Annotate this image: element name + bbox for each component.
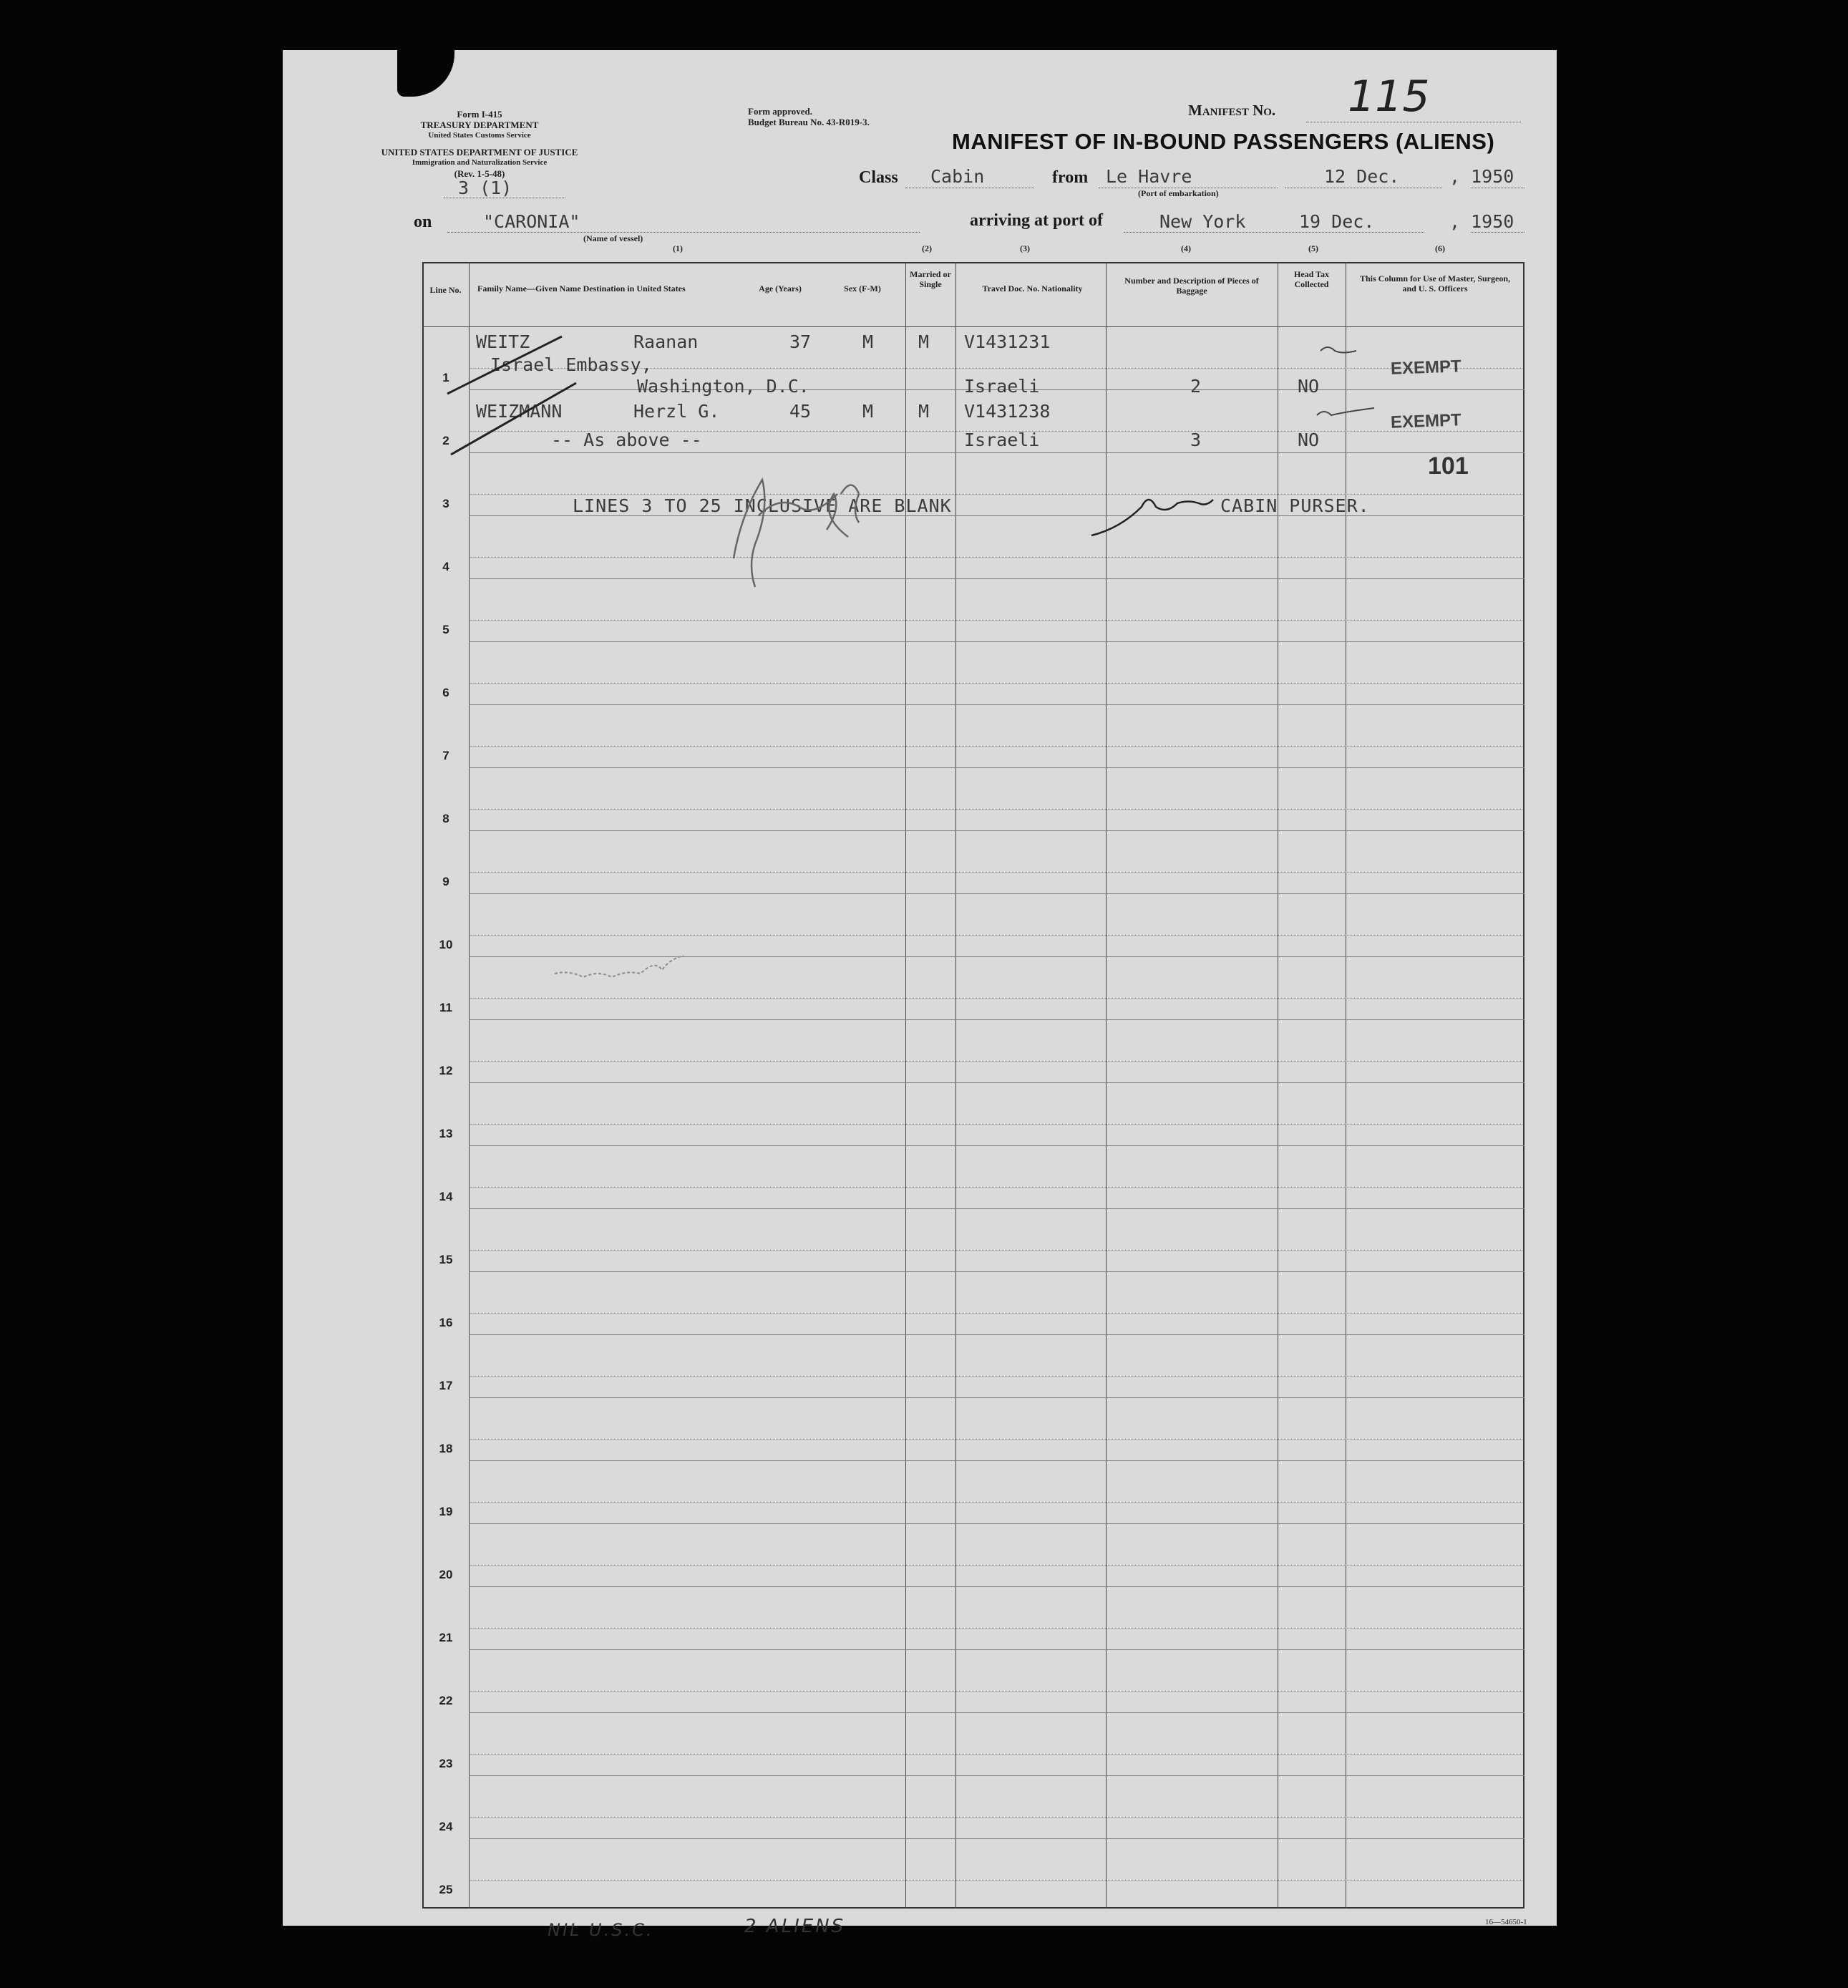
vessel-name: "CARONIA" (483, 211, 580, 232)
manifest-number-value: 115 (1348, 72, 1430, 122)
header-sex: Sex (F-M) (844, 283, 881, 294)
row-rule (469, 1397, 1524, 1398)
row-rule (469, 1775, 1524, 1776)
passenger-1-baggage: 2 (1190, 376, 1202, 397)
bottom-note-aliens: 2 ALIENS (744, 1916, 846, 1937)
pencil-scribble (548, 945, 734, 988)
row-rule (469, 1460, 1524, 1461)
line-number: 15 (439, 1253, 453, 1266)
row-rule (469, 704, 1524, 705)
row-guide (470, 494, 1522, 495)
row-guide (470, 1754, 1522, 1755)
row-guide (470, 1061, 1522, 1062)
passenger-1-given: Raanan (633, 331, 699, 352)
passenger-2-family: WEIZMANN (476, 401, 563, 422)
col-num-1: (1) (673, 243, 683, 253)
row-guide (470, 872, 1522, 873)
line-number: 13 (439, 1127, 453, 1140)
row-rule (469, 1523, 1524, 1524)
line-number: 1 (442, 371, 449, 384)
line-number: 3 (442, 497, 449, 510)
passenger-1-headtax: NO (1298, 376, 1320, 397)
line-number: 7 (442, 749, 449, 762)
row-guide (470, 746, 1522, 747)
line-number: 5 (442, 623, 449, 636)
line-number: 11 (439, 1001, 452, 1014)
page-title: MANIFEST OF IN-BOUND PASSENGERS (ALIENS) (952, 129, 1495, 154)
line-number: 14 (439, 1190, 453, 1203)
row-guide (470, 998, 1522, 999)
handwritten-signature (719, 451, 934, 623)
purser-label: CABIN PURSER. (1220, 495, 1370, 516)
class-value: Cabin (930, 166, 985, 187)
line-number: 18 (439, 1442, 453, 1455)
passenger-2-exempt-stamp: EXEMPT (1390, 410, 1462, 432)
passenger-1-doc: V1431231 (964, 331, 1051, 352)
budget-number: Budget Bureau No. 43-R019-3. (748, 117, 870, 127)
passenger-1-sex: M (862, 331, 874, 352)
line-number: 25 (439, 1883, 453, 1896)
row-guide (470, 557, 1522, 558)
form-approved: Form approved. (748, 106, 813, 117)
from-label: from (1052, 168, 1089, 187)
line-number: 2 (442, 434, 449, 447)
row-guide (470, 935, 1522, 936)
passenger-2-married: M (918, 401, 930, 422)
passenger-2-doc: V1431238 (964, 401, 1051, 422)
row-rule (469, 1649, 1524, 1650)
row-guide (470, 1376, 1522, 1377)
passenger-1-exempt-stamp: EXEMPT (1390, 357, 1462, 379)
header-head-tax: Head Tax Collected (1293, 269, 1330, 289)
row-rule (469, 452, 1524, 453)
row-guide (470, 620, 1522, 621)
col-num-5: (5) (1308, 243, 1318, 253)
row-rule (469, 1586, 1524, 1587)
col-num-3: (3) (1020, 243, 1030, 253)
line-number: 8 (442, 812, 449, 825)
row-guide (470, 1817, 1522, 1818)
row-rule (469, 893, 1524, 894)
sheet-reference: 3 (1) (458, 178, 512, 198)
passenger-1-dest1: Israel Embassy, (490, 354, 652, 375)
row-rule (469, 641, 1524, 642)
line-number: 24 (439, 1820, 453, 1833)
arriving-label: arriving at port of (970, 211, 1103, 230)
line-number: 16 (439, 1316, 453, 1329)
passenger-1-family: WEITZ (476, 331, 530, 352)
passenger-1-age: 37 (789, 331, 812, 352)
check-mark-lines (440, 329, 583, 458)
head-tax-ticks (1313, 336, 1428, 451)
class-label: Class (859, 168, 898, 187)
header-baggage: Number and Description of Pieces of Baggage (1124, 276, 1259, 296)
row-rule (469, 1334, 1524, 1335)
row-guide (470, 1187, 1522, 1188)
row-rule (469, 1145, 1524, 1146)
passenger-2-age: 45 (789, 401, 812, 422)
passenger-2-sex: M (862, 401, 874, 422)
footer-code: 16—54650-1 (1485, 1918, 1527, 1926)
row-rule (469, 1019, 1524, 1020)
stamp-number: 101 (1428, 452, 1469, 480)
line-number: 17 (439, 1379, 453, 1392)
torn-corner (397, 43, 454, 97)
bottom-note-usc: NIL U.S.C. (548, 1920, 654, 1940)
revision: (Rev. 1-5-48) (454, 168, 505, 179)
row-guide (470, 809, 1522, 810)
row-rule (469, 1208, 1524, 1209)
row-rule (469, 830, 1524, 831)
arrival-port: New York (1159, 211, 1246, 232)
header-name: Family Name—Given Name Destination in United States (477, 283, 686, 294)
arrival-date: 19 Dec. (1299, 211, 1375, 232)
passenger-2-dest1: -- As above -- (551, 430, 702, 450)
passenger-2-given: Herzl G. (633, 401, 720, 422)
header-officers: This Column for Use of Master, Surgeon, and U. S. Officers (1359, 273, 1510, 294)
passenger-2-baggage: 3 (1190, 430, 1202, 450)
passenger-1-married: M (918, 331, 930, 352)
row-rule (469, 1271, 1524, 1272)
row-rule (469, 1082, 1524, 1083)
from-value: Le Havre (1106, 166, 1192, 187)
line-number: 20 (439, 1568, 453, 1581)
row-guide (470, 1313, 1522, 1314)
customs-service: United States Customs Service (428, 131, 531, 140)
row-guide (470, 1439, 1522, 1440)
line-number: 4 (442, 560, 449, 573)
row-rule (469, 1838, 1524, 1839)
manifest-number-label: Manifest No. (1188, 102, 1276, 119)
passenger-1-dest2: Washington, D.C. (637, 376, 809, 397)
line-number: 23 (439, 1757, 453, 1770)
line-number: 22 (439, 1694, 453, 1707)
passenger-2-nationality: Israeli (964, 430, 1040, 450)
row-rule (469, 1712, 1524, 1713)
row-guide (470, 683, 1522, 684)
date-embarked: 12 Dec. (1324, 166, 1400, 187)
form-number: Form I-415 (457, 109, 502, 120)
line-number: 9 (442, 875, 449, 888)
passenger-2-headtax: NO (1298, 430, 1320, 450)
row-rule (469, 767, 1524, 768)
line-number: 10 (439, 938, 453, 951)
vessel-caption: (Name of vessel) (583, 233, 643, 243)
treasury-dept: TREASURY DEPARTMENT (420, 120, 539, 130)
col-num-4: (4) (1181, 243, 1191, 253)
line-number: 21 (439, 1631, 453, 1644)
year-embarked: , 1950 (1449, 166, 1514, 187)
manifest-page (283, 50, 1557, 1940)
row-rule (469, 578, 1524, 579)
on-label: on (414, 213, 432, 231)
line-number: 6 (442, 686, 449, 699)
passenger-1-nationality: Israeli (964, 376, 1040, 397)
port-caption: (Port of embarkation) (1138, 188, 1219, 198)
ins-service: Immigration and Naturalization Service (412, 158, 548, 167)
row-guide (470, 1124, 1522, 1125)
header-age: Age (Years) (759, 283, 802, 294)
header-married: Married or Single (910, 269, 951, 289)
header-line-no: Line No. (429, 285, 462, 295)
col-num-2: (2) (922, 243, 932, 253)
row-guide (470, 1502, 1522, 1503)
header-travel-doc: Travel Doc. No. Nationality (982, 283, 1083, 294)
line-number: 12 (439, 1064, 453, 1077)
row-guide (470, 1565, 1522, 1566)
row-guide (470, 1880, 1522, 1881)
blank-lines-note: LINES 3 TO 25 INCLUSIVE ARE BLANK (573, 495, 952, 516)
row-guide (470, 1250, 1522, 1251)
justice-dept: UNITED STATES DEPARTMENT OF JUSTICE (381, 147, 578, 157)
line-number: 19 (439, 1505, 453, 1518)
row-guide (470, 1691, 1522, 1692)
arrival-year: , 1950 (1449, 211, 1514, 232)
col-num-6: (6) (1435, 243, 1445, 253)
purser-signature (1084, 485, 1227, 550)
row-guide (470, 1628, 1522, 1629)
